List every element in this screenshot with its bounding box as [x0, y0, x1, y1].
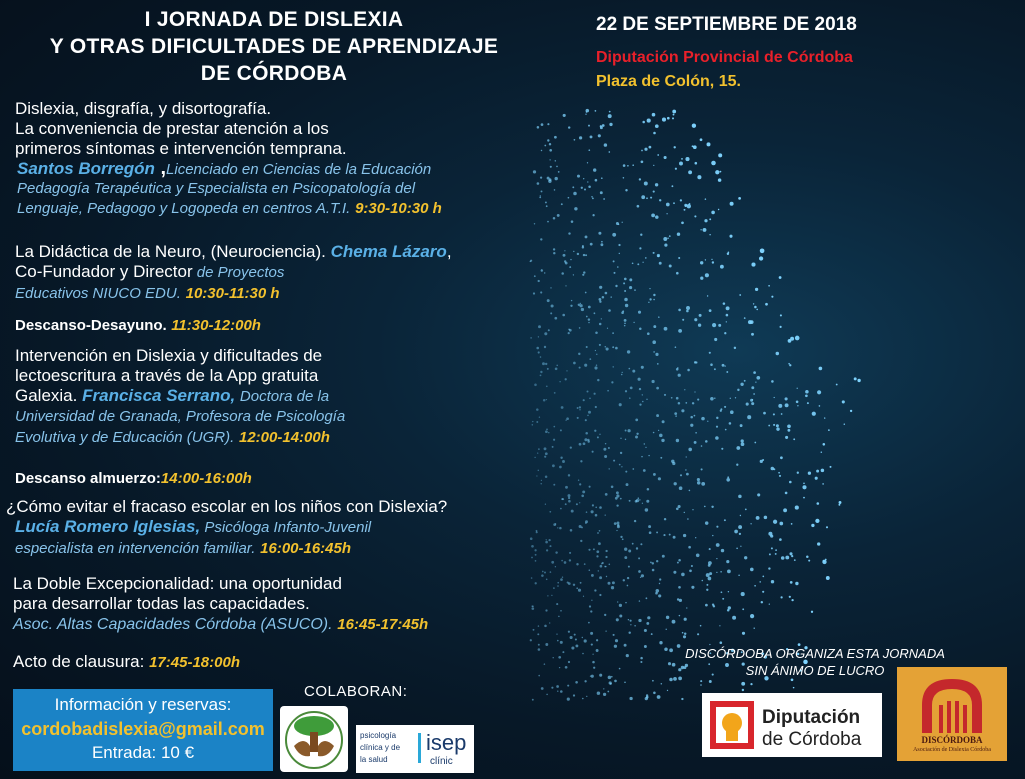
- collaborator-logo-isep: [356, 725, 474, 773]
- session-5-line-2: para desarrollar todas las capacidades.: [13, 594, 310, 613]
- session-2: [15, 242, 452, 304]
- break-lunch-label: Descanso almuerzo:: [15, 470, 161, 487]
- closing-act: [13, 652, 240, 673]
- session-2-role-2: Educativos NIUCO EDU.: [15, 285, 181, 302]
- isep-sub: clínic: [430, 756, 453, 767]
- session-1-line-3: primeros síntomas e intervención temprana.: [15, 139, 347, 158]
- isep-bar-icon: [418, 733, 421, 763]
- session-4-speaker: Lucía Romero Iglesias,: [15, 517, 201, 536]
- event-date: 22 DE SEPTIEMBRE DE 2018: [596, 14, 857, 35]
- collaborators-heading: COLABORAN:: [304, 683, 408, 700]
- session-2-line-2: Co-Fundador y Director: [15, 262, 193, 281]
- session-3-line-3: Galexia.: [15, 386, 78, 405]
- discordoba-sub: Asociación de Dislexia Córdoba: [913, 747, 991, 753]
- session-3-time: 12:00-14:00h: [239, 429, 330, 446]
- organizer-line-1: DISCÓRDOBA ORGANIZA ESTA JORNADA: [685, 646, 945, 661]
- discordoba-name: DISCÓRDOBA: [921, 735, 983, 745]
- entry-price: Entrada: 10 €: [91, 743, 195, 762]
- closing-label: Acto de clausura:: [13, 652, 145, 671]
- session-2-role-1: de Proyectos: [192, 264, 285, 281]
- title-line-1: I JORNADA DE DISLEXIA: [144, 8, 404, 31]
- session-1: [15, 99, 442, 218]
- event-title: [0, 6, 548, 87]
- particle-cloud: [530, 109, 861, 701]
- title-line-2: Y OTRAS DIFICULTADES DE APRENDIZAJE: [49, 35, 499, 58]
- session-4: [6, 497, 447, 559]
- session-5: [13, 574, 428, 635]
- session-3-line-2: lectoescritura a través de la App gratuita: [15, 366, 319, 385]
- session-3-speaker: Francisca Serrano,: [82, 386, 236, 405]
- diputacion-emblem-icon: [710, 701, 754, 749]
- session-2-comma: ,: [446, 242, 452, 261]
- organizer-line-2: SIN ÁNIMO DE LUCRO: [745, 663, 885, 678]
- session-5-time: 16:45-17:45h: [337, 616, 429, 633]
- info-box: [13, 689, 273, 771]
- break-lunch: [15, 470, 252, 488]
- session-4-time: 16:00-16:45h: [260, 540, 352, 557]
- session-1-role-3: Lenguaje, Pedagogo y Logopeda en centros A.T.I.: [17, 200, 351, 217]
- venue-address: Plaza de Colón, 15.: [596, 73, 741, 90]
- session-5-role: Asoc. Altas Capacidades Córdoba (ASUCO).: [13, 616, 333, 633]
- session-1-speaker: Santos Borregón: [17, 159, 155, 178]
- venue-name: Diputación Provincial de Córdoba: [596, 49, 853, 66]
- session-1-time: 9:30-10:30 h: [355, 200, 442, 217]
- session-2-speaker: Chema Lázaro: [330, 242, 447, 261]
- session-2-time: 10:30-11:30 h: [185, 285, 280, 302]
- isep-name: isep: [426, 730, 467, 755]
- session-1-role-1: Licenciado en Ciencias de la Educación: [166, 161, 432, 178]
- session-1-line-1: Dislexia, disgrafía, y disortografía.: [15, 99, 272, 118]
- session-1-role-2: Pedagogía Terapéutica y Especialista en Psicopatología del: [17, 180, 416, 197]
- discordoba-logo: [897, 667, 1007, 761]
- session-1-comma: ,: [154, 157, 167, 179]
- break-lunch-time: 14:00-16:00h: [160, 470, 252, 487]
- session-3-role-1: Doctora de la: [239, 388, 330, 405]
- break-breakfast: [15, 317, 261, 335]
- session-3: [15, 346, 345, 448]
- break-breakfast-label: Descanso-Desayuno.: [15, 317, 167, 334]
- session-2-line-1: La Didáctica de la Neuro, (Neurociencia).: [15, 242, 326, 261]
- session-3-role-3: Evolutiva y de Educación (UGR).: [15, 429, 235, 446]
- info-heading: Información y reservas:: [54, 695, 232, 714]
- session-1-line-2: La conveniencia de prestar atención a los: [15, 119, 329, 138]
- closing-time: 17:45-18:00h: [149, 654, 240, 671]
- session-4-line-1: ¿Cómo evitar el fracaso escolar en los niños con Dislexia?: [6, 497, 448, 516]
- discordoba-arch-icon: [917, 675, 987, 733]
- session-3-line-1: Intervención en Dislexia y dificultades de: [15, 346, 323, 365]
- break-breakfast-time: 11:30-12:00h: [171, 317, 261, 334]
- diputacion-name-2: de Córdoba: [762, 729, 862, 750]
- session-3-role-2: Universidad de Granada, Profesora de Psicología: [15, 408, 346, 425]
- session-4-role-1: Psicóloga Infanto-Juvenil: [200, 519, 372, 536]
- session-5-line-1: La Doble Excepcionalidad: una oportunidad: [13, 574, 342, 593]
- title-line-3: DE CÓRDOBA: [200, 62, 348, 85]
- collaborator-logo-association: [280, 706, 348, 772]
- tree-hands-icon: [280, 706, 348, 772]
- diputacion-logo: [702, 693, 882, 757]
- isep-description: psicología clínica y de la salud: [360, 731, 401, 764]
- contact-email-link[interactable]: cordobadislexia@gmail.com: [21, 719, 265, 739]
- diputacion-name-1: Diputación: [762, 707, 861, 728]
- session-4-role-2: especialista en intervención familiar.: [15, 540, 256, 557]
